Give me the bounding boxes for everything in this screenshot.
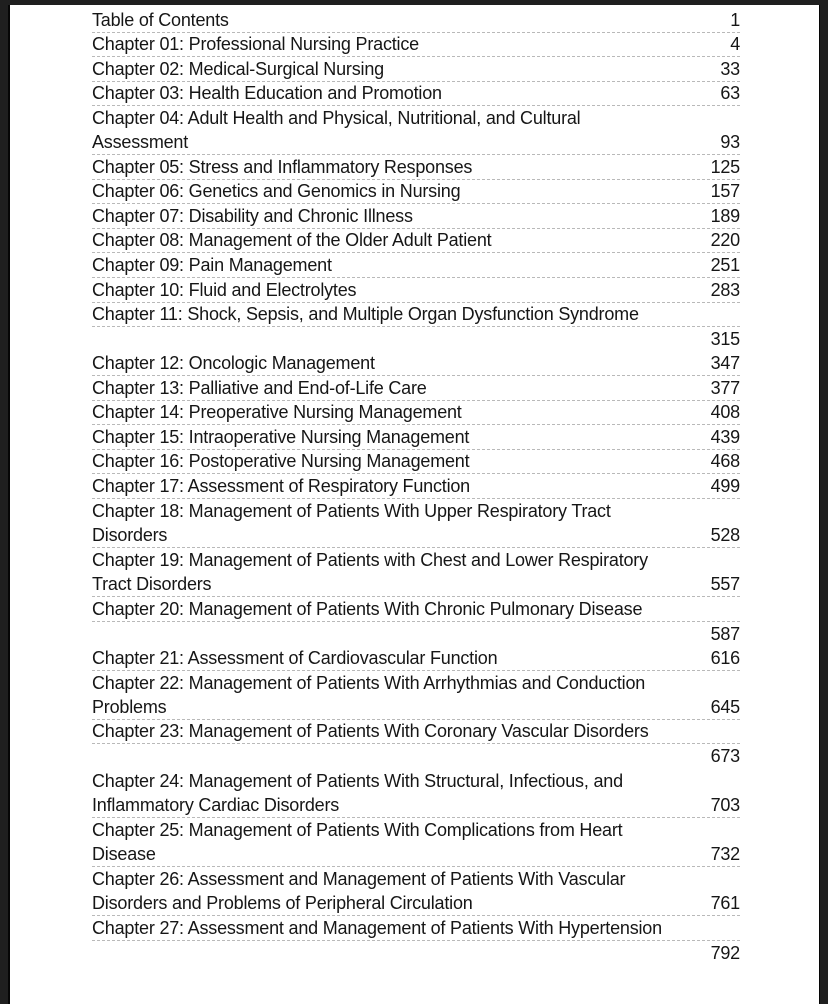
- toc-page-number: 587: [710, 623, 740, 644]
- toc-page-number: 157: [710, 181, 740, 202]
- toc-entry-title[interactable]: Chapter 18: Management of Patients With Upper Respiratory Tract: [92, 500, 611, 521]
- toc-entry-line: [92, 892, 740, 917]
- toc-entry-title[interactable]: Chapter 14: Preoperative Nursing Management: [92, 402, 462, 423]
- toc-entry-line: [92, 499, 740, 524]
- toc-entry-title[interactable]: Chapter 06: Genetics and Genomics in Nursing: [92, 181, 461, 202]
- toc-entry-line: [92, 695, 740, 720]
- toc-page-number: 439: [710, 426, 740, 447]
- toc-page-number: 93: [720, 132, 740, 153]
- toc-entry-title[interactable]: Chapter 13: Palliative and End-of-Life Care: [92, 377, 427, 398]
- toc-page-number: 408: [710, 402, 740, 423]
- toc-entry-line: [92, 720, 740, 745]
- toc-entry-line: [92, 8, 740, 33]
- toc-entry-line: [92, 646, 740, 671]
- toc-page-number: 761: [710, 893, 740, 914]
- toc-page-number: 189: [710, 205, 740, 226]
- toc-entry-title[interactable]: Chapter 12: Oncologic Management: [92, 353, 375, 374]
- toc-entry-line: [92, 597, 740, 622]
- toc-page-number: 732: [710, 844, 740, 865]
- toc-entry-line: [92, 278, 740, 303]
- table-of-contents: [92, 8, 740, 965]
- toc-entry-line: [92, 474, 740, 499]
- toc-page-number: 528: [710, 524, 740, 545]
- toc-page-number: 645: [710, 696, 740, 717]
- toc-entry-line: [92, 941, 740, 966]
- toc-page-number: 377: [710, 377, 740, 398]
- toc-entry-title[interactable]: Disease: [92, 844, 156, 865]
- toc-page-number: 251: [710, 254, 740, 275]
- toc-entry-line: [92, 82, 740, 107]
- toc-entry-line: [92, 155, 740, 180]
- toc-entry-line: [92, 916, 740, 941]
- toc-entry-line: [92, 327, 740, 352]
- toc-page-number: 33: [720, 58, 740, 79]
- toc-entry-title[interactable]: Chapter 22: Management of Patients With Arrhythmias and Conduction: [92, 672, 646, 693]
- toc-entry-title[interactable]: Chapter 27: Assessment and Management of Patients With Hypertension: [92, 917, 662, 938]
- toc-entry-title[interactable]: Disorders: [92, 524, 168, 545]
- toc-entry-line: [92, 671, 740, 696]
- toc-entry-line: [92, 401, 740, 426]
- toc-entry-title[interactable]: Chapter 09: Pain Management: [92, 254, 332, 275]
- toc-entry-title[interactable]: Chapter 24: Management of Patients With Structural, Infectious, and: [92, 770, 623, 791]
- toc-entry-line: [92, 204, 740, 229]
- toc-entry-title[interactable]: Chapter 17: Assessment of Respiratory Function: [92, 475, 470, 496]
- toc-entry-title[interactable]: Chapter 26: Assessment and Management of Patients With Vascular: [92, 869, 626, 890]
- toc-page-number: 792: [710, 942, 740, 963]
- toc-entry-line: [92, 523, 740, 548]
- toc-entry-title[interactable]: Chapter 07: Disability and Chronic Illness: [92, 205, 413, 226]
- toc-page-number: 125: [710, 156, 740, 177]
- toc-entry-title[interactable]: Chapter 20: Management of Patients With Chronic Pulmonary Disease: [92, 598, 643, 619]
- toc-page-number: 315: [710, 329, 740, 350]
- toc-entry-line: [92, 425, 740, 450]
- toc-entry-title[interactable]: Chapter 11: Shock, Sepsis, and Multiple Organ Dysfunction Syndrome: [92, 304, 639, 325]
- toc-page-number: 347: [710, 353, 740, 374]
- toc-entry-title[interactable]: Inflammatory Cardiac Disorders: [92, 795, 340, 815]
- toc-entry-line: [92, 57, 740, 82]
- toc-entry-title[interactable]: Table of Contents: [92, 9, 229, 30]
- toc-page-number: 557: [710, 574, 740, 595]
- toc-entry-title[interactable]: Chapter 15: Intraoperative Nursing Management: [92, 426, 470, 447]
- toc-entry-line: [92, 376, 740, 401]
- toc-entry-line: [92, 450, 740, 475]
- toc-entry-line: [92, 253, 740, 278]
- toc-entry-line: [92, 131, 740, 156]
- toc-entry-title[interactable]: Disorders and Problems of Peripheral Circulation: [92, 893, 473, 914]
- toc-page-number: 220: [710, 230, 740, 251]
- toc-entry-line: [92, 867, 740, 892]
- toc-entry-title[interactable]: Chapter 21: Assessment of Cardiovascular Function: [92, 647, 498, 668]
- toc-entry-line: [92, 769, 740, 794]
- toc-entry-line: [92, 573, 740, 598]
- toc-entry-title[interactable]: Chapter 05: Stress and Inflammatory Responses: [92, 156, 473, 177]
- toc-entry-line: [92, 106, 740, 131]
- toc-page-number: 1: [730, 9, 740, 30]
- toc-entry-line: [92, 548, 740, 573]
- toc-page-number: 703: [710, 795, 740, 815]
- toc-entry-title[interactable]: Tract Disorders: [92, 574, 212, 595]
- toc-page-number: 63: [720, 83, 740, 104]
- toc-entry-line: [92, 843, 740, 868]
- toc-entry-line: [92, 744, 740, 769]
- toc-entry-title[interactable]: Chapter 10: Fluid and Electrolytes: [92, 279, 357, 300]
- toc-entry-line: [92, 33, 740, 58]
- toc-page-number: 616: [710, 647, 740, 668]
- toc-entry-title[interactable]: Chapter 19: Management of Patients with Chest and Lower Respiratory: [92, 550, 648, 571]
- toc-entry-line: [92, 818, 740, 843]
- document-page: [8, 5, 820, 1004]
- toc-page-number: 283: [710, 279, 740, 300]
- toc-entry-line: [92, 622, 740, 647]
- toc-entry-line: [92, 352, 740, 377]
- toc-entry-line: [92, 180, 740, 205]
- toc-entry-title[interactable]: Chapter 08: Management of the Older Adult Patient: [92, 230, 492, 251]
- toc-page-number: 4: [730, 34, 740, 55]
- toc-page-number: 673: [710, 746, 740, 767]
- toc-page-number: 499: [710, 475, 740, 496]
- toc-entry-title[interactable]: Problems: [92, 696, 167, 717]
- toc-entry-title[interactable]: Chapter 25: Management of Patients With Complications from Heart: [92, 820, 623, 841]
- toc-entry-title[interactable]: Chapter 03: Health Education and Promotion: [92, 83, 442, 104]
- toc-page-number: 468: [710, 451, 740, 472]
- toc-entry-line: [92, 303, 740, 328]
- toc-entry-title[interactable]: Chapter 23: Management of Patients With Coronary Vascular Disorders: [92, 721, 649, 742]
- toc-entry-title[interactable]: Chapter 02: Medical-Surgical Nursing: [92, 58, 384, 79]
- toc-entry-title[interactable]: Chapter 04: Adult Health and Physical, Nutritional, and Cultural: [92, 108, 581, 129]
- toc-entry-title[interactable]: Chapter 16: Postoperative Nursing Management: [92, 451, 470, 472]
- toc-entry-title[interactable]: Chapter 01: Professional Nursing Practice: [92, 34, 419, 55]
- toc-entry-line: [92, 794, 740, 819]
- toc-entry-title[interactable]: Assessment: [92, 132, 189, 153]
- toc-entry-line: [92, 229, 740, 254]
